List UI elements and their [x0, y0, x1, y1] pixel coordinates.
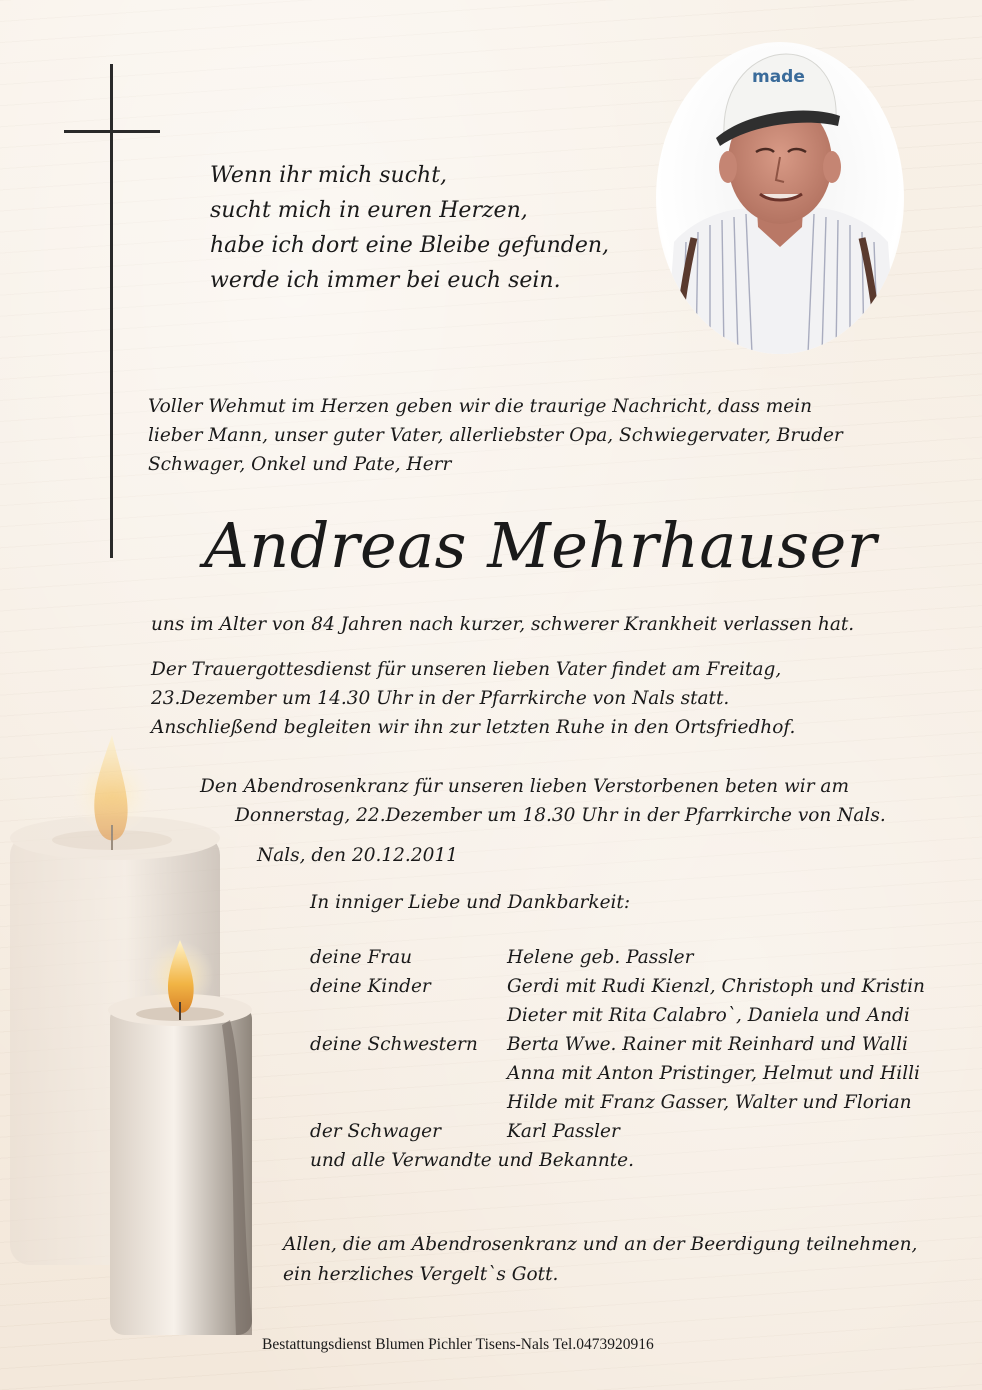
mourner-names: Karl Passler: [507, 1121, 620, 1142]
portrait-photo: [656, 42, 904, 354]
cap-logo-text: made: [752, 67, 805, 87]
mourner-role: der Schwager: [310, 1121, 441, 1142]
mourner-names: Hilde mit Franz Gasser, Walter und Florian: [507, 1092, 912, 1113]
poem-line: werde ich immer bei euch sein.: [210, 268, 561, 293]
mourner-role: deine Frau: [310, 947, 413, 968]
deceased-name: Andreas Mehrhauser: [204, 509, 877, 582]
rosary-line: Donnerstag, 22.Dezember um 18.30 Uhr in der Pfarrkirche von Nals.: [235, 805, 886, 826]
closing-text: [283, 1230, 917, 1290]
closing-line: ein herzliches Vergelt`s Gott.: [283, 1264, 559, 1285]
mourner-names: Gerdi mit Rudi Kienzl, Christoph und Kristin: [507, 976, 925, 997]
portrait-illustration: [656, 42, 904, 354]
service-line: 23.Dezember um 14.30 Uhr in der Pfarrkirche von Nals statt.: [151, 688, 730, 709]
poem-line: sucht mich in euren Herzen,: [210, 198, 528, 223]
mourner-names: Helene geb. Passler: [507, 947, 694, 968]
love-line: In inniger Liebe und Dankbarkeit:: [310, 892, 631, 913]
intro-line: Schwager, Onkel und Pate, Herr: [148, 454, 452, 475]
cross-horizontal-bar: [64, 130, 160, 133]
front-candle: [108, 940, 252, 1335]
intro-text: [148, 392, 843, 479]
service-line: Der Trauergottesdienst für unseren lieben Vater findet am Freitag,: [151, 659, 782, 680]
mourner-role: und alle Verwandte und Bekannte.: [310, 1150, 635, 1171]
intro-line: Voller Wehmut im Herzen geben wir die traurige Nachricht, dass mein: [148, 396, 813, 417]
poem-line: Wenn ihr mich sucht,: [210, 163, 448, 188]
funeral-service-text: [151, 655, 795, 742]
rosary-line: Den Abendrosenkranz für unseren lieben Verstorbenen beten wir am: [200, 776, 849, 797]
closing-line: Allen, die am Abendrosenkranz und an der Beerdigung teilnehmen,: [283, 1234, 918, 1255]
mourner-names: Dieter mit Rita Calabro`, Daniela und Andi: [507, 1005, 910, 1026]
mourner-names: Anna mit Anton Pristinger, Helmut und Hilli: [507, 1063, 920, 1084]
mourner-role: deine Schwestern: [310, 1034, 478, 1055]
age-line: uns im Alter von 84 Jahren nach kurzer, schwerer Krankheit verlassen hat.: [151, 614, 855, 635]
poem: [210, 158, 609, 298]
cross-vertical-bar: [110, 64, 113, 558]
mourner-names: Berta Wwe. Rainer mit Reinhard und Walli: [507, 1034, 908, 1055]
poem-line: habe ich dort eine Bleibe gefunden,: [210, 233, 610, 258]
mourner-role: deine Kinder: [310, 976, 431, 997]
service-line: Anschließend begleiten wir ihn zur letzten Ruhe in den Ortsfriedhof.: [151, 717, 796, 738]
intro-line: lieber Mann, unser guter Vater, allerliebster Opa, Schwiegervater, Bruder: [148, 425, 843, 446]
place-date: Nals, den 20.12.2011: [257, 845, 458, 866]
funeral-service-footer: Bestattungsdienst Blumen Pichler Tisens-Nals Tel.0473920916: [262, 1336, 654, 1353]
rosary-text: [200, 772, 886, 830]
